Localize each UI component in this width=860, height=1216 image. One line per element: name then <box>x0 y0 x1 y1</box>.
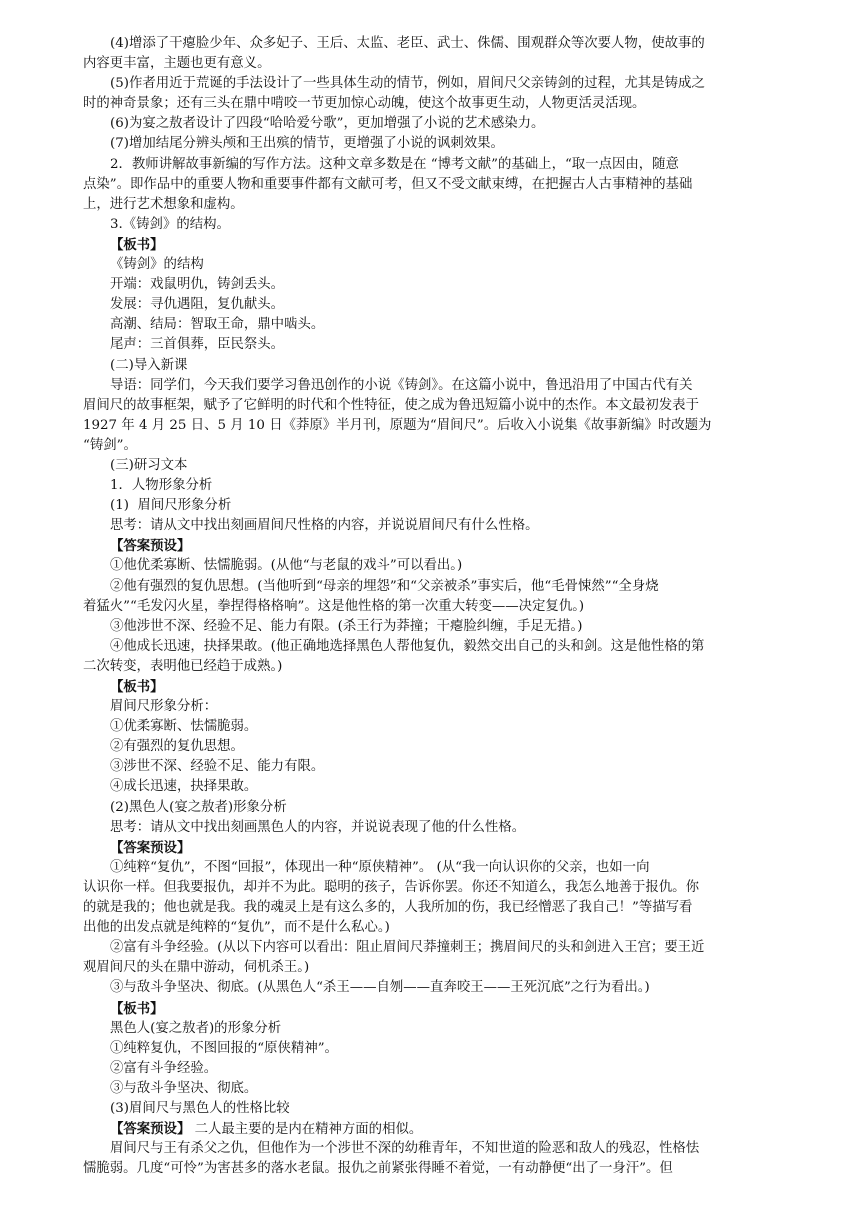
inline-text: 二人最主要的是内在精神方面的相似。 <box>190 1122 423 1138</box>
text-line: ①纯粹复仇，不图回报的“原侠精神”。 <box>110 1040 338 1056</box>
text-line: (7)增加结尾分辨头颅和王出殡的情节，更增强了小说的讽刺效果。 <box>110 136 504 152</box>
document-body <box>83 34 782 1179</box>
text-line: 1927 年 4 月 25 日、5 月 10 日《莽原》半月刊，原题为“眉间尺”。后收入小说集《故事新编》时改题为 <box>83 417 712 433</box>
section-heading: 【板书】 <box>110 679 164 695</box>
text-line: ②富有斗争经验。 <box>110 1060 218 1076</box>
section-heading: 【答案预设】 <box>110 839 191 856</box>
text-line: 懦脆弱。几度“可怜”为害甚多的落水老鼠。报仇之前紧张得睡不着觉，一有动静便“出了一身汗”。但 <box>83 1161 673 1177</box>
text-line: ①优柔寡断、怯懦脆弱。 <box>110 719 258 735</box>
text-line: (2)黑色人(宴之敖者)形象分析 <box>110 799 287 815</box>
text-line: (1) 眉间尺形象分析 <box>110 498 232 514</box>
text-line: 尾声：三首俱葬，臣民祭头。 <box>110 337 285 353</box>
text-line: ①纯粹“复仇”，不图“回报”，体现出一种“原侠精神”。 (从“我一向认识你的父亲，也如一向 <box>110 859 650 875</box>
text-line: 眉间尺的故事框架，赋予了它鲜明的时代和个性特征，使之成为鲁迅短篇小说中的杰作。本文最初发表于 <box>83 397 699 413</box>
text-line: 时的神奇景象；还有三头在鼎中啃咬一节更加惊心动魄，使这个故事更生动，人物更活灵活现。 <box>83 96 646 112</box>
text-line: (二)导入新课 <box>110 357 188 373</box>
text-line: ③与敌斗争坚决、彻底。 <box>110 1080 258 1096</box>
text-line: 观眉间尺的头在鼎中游动，伺机杀王。) <box>83 960 310 976</box>
text-line: 思考：请从文中找出刻画黑色人的内容，并说说表现了他的什么性格。 <box>110 819 526 835</box>
text-line: ②他有强烈的复仇思想。(当他听到“母亲的埋怨”和“父亲被杀”事实后，他“毛骨悚然”“全身烧 <box>110 578 659 594</box>
text-line: ④成长迅速，抉择果敢。 <box>110 779 258 795</box>
text-line: (三)研习文本 <box>110 457 188 473</box>
text-line: 《铸剑》的结构 <box>110 257 204 273</box>
text-line: 眉间尺与王有杀父之仇，但他作为一个涉世不深的幼稚青年，不知世道的险恶和敌人的残忍，性格怯 <box>110 1141 700 1157</box>
text-line: “铸剑”。 <box>83 437 137 453</box>
text-line: 3.《铸剑》的结构。 <box>110 216 230 232</box>
inline-heading: 【答案预设】 <box>110 1121 191 1138</box>
text-line: 二次转变，表明他已经趋于成熟。) <box>83 658 283 674</box>
text-line: (6)为宴之敖者设计了四段“哈哈爱兮歌”，更加增强了小说的艺术感染力。 <box>110 116 545 132</box>
text-line: 2．教师讲解故事新编的写作方法。这种文章多数是在 “博考文献”的基础上，“取一点因由，随意 <box>110 156 679 172</box>
text-line: 上，进行艺术想象和虚构。 <box>83 196 244 212</box>
text-line: ②有强烈的复仇思想。 <box>110 739 244 755</box>
text-line <box>83 1119 782 1139</box>
text-line: 高潮、结局：智取王命，鼎中啮头。 <box>110 317 325 333</box>
text-line: 导语：同学们，今天我们要学习鲁迅创作的小说《铸剑》。在这篇小说中，鲁迅沿用了中国古代有关 <box>110 377 693 393</box>
text-line: 思考：请从文中找出刻画眉间尺性格的内容，并说说眉间尺有什么性格。 <box>110 518 539 534</box>
text-line: (4)增添了干瘪脸少年、众多妃子、王后、太监、老臣、武士、侏儒、围观群众等次要人物，使故事的 <box>110 36 705 51</box>
text-line: 发展：寻仇遇阻，复仇献头。 <box>110 297 285 313</box>
text-line: ④他成长迅速，抉择果敢。(他正确地选择黑色人帮他复仇，毅然交出自己的头和剑。这是他性格的第 <box>110 638 705 654</box>
text-line: 出他的出发点就是纯粹的“复仇”，而不是什么私心。) <box>83 920 390 936</box>
text-line: 着猛火”“毛发闪火星，拳捏得格格响”。这是他性格的第一次重大转变——决定复仇。) <box>83 598 585 614</box>
text-line: 内容更丰富，主题也更有意义。 <box>83 56 271 72</box>
text-line: 眉间尺形象分析： <box>110 699 218 715</box>
section-heading: 【答案预设】 <box>110 538 191 555</box>
text-line: ③涉世不深、经验不足、能力有限。 <box>110 759 325 775</box>
text-line: (5)作者用近于荒诞的手法设计了一些具体生动的情节，例如，眉间尺父亲铸剑的过程，尤其是铸成之 <box>110 76 705 92</box>
text-line: 黑色人(宴之敖者)的形象分析 <box>110 1020 282 1036</box>
text-line: ②富有斗争经验。(从以下内容可以看出：阻止眉间尺莽撞刺王；携眉间尺的头和剑进入王宫；要王近 <box>110 940 705 956</box>
text-line: 认识你一样。但我要报仇，却并不为此。聪明的孩子，告诉你罢。你还不知道么，我怎么地善于报仇。你 <box>83 879 699 895</box>
text-line: (3)眉间尺与黑色人的性格比较 <box>110 1100 290 1116</box>
section-heading: 【板书】 <box>110 1000 164 1017</box>
section-heading: 【板书】 <box>110 236 164 253</box>
text-line: 的就是我的；他也就是我。我的魂灵上是有这么多的，人我所加的伤，我已经憎恶了我自己！”等描写看 <box>83 900 693 916</box>
text-line: 点染”。即作品中的重要人物和重要事件都有文献可考，但又不受文献束缚，在把握古人古事精神的基础 <box>83 176 693 192</box>
text-line: ③他涉世不深、经验不足、能力有限。(杀王行为莽撞；干瘪脸纠缠，手足无措。) <box>110 618 583 634</box>
text-line: ①他优柔寡断、怯懦脆弱。(从他“与老鼠的戏斗”可以看出。) <box>110 558 463 574</box>
text-line: ③与敌斗争坚决、彻底。(从黑色人“杀王——自刎——直奔咬王——王死沉底”之行为看出。) <box>110 980 650 996</box>
text-line: 开端：戏鼠明仇，铸剑丢头。 <box>110 277 285 293</box>
text-line: 1．人物形象分析 <box>110 478 213 494</box>
